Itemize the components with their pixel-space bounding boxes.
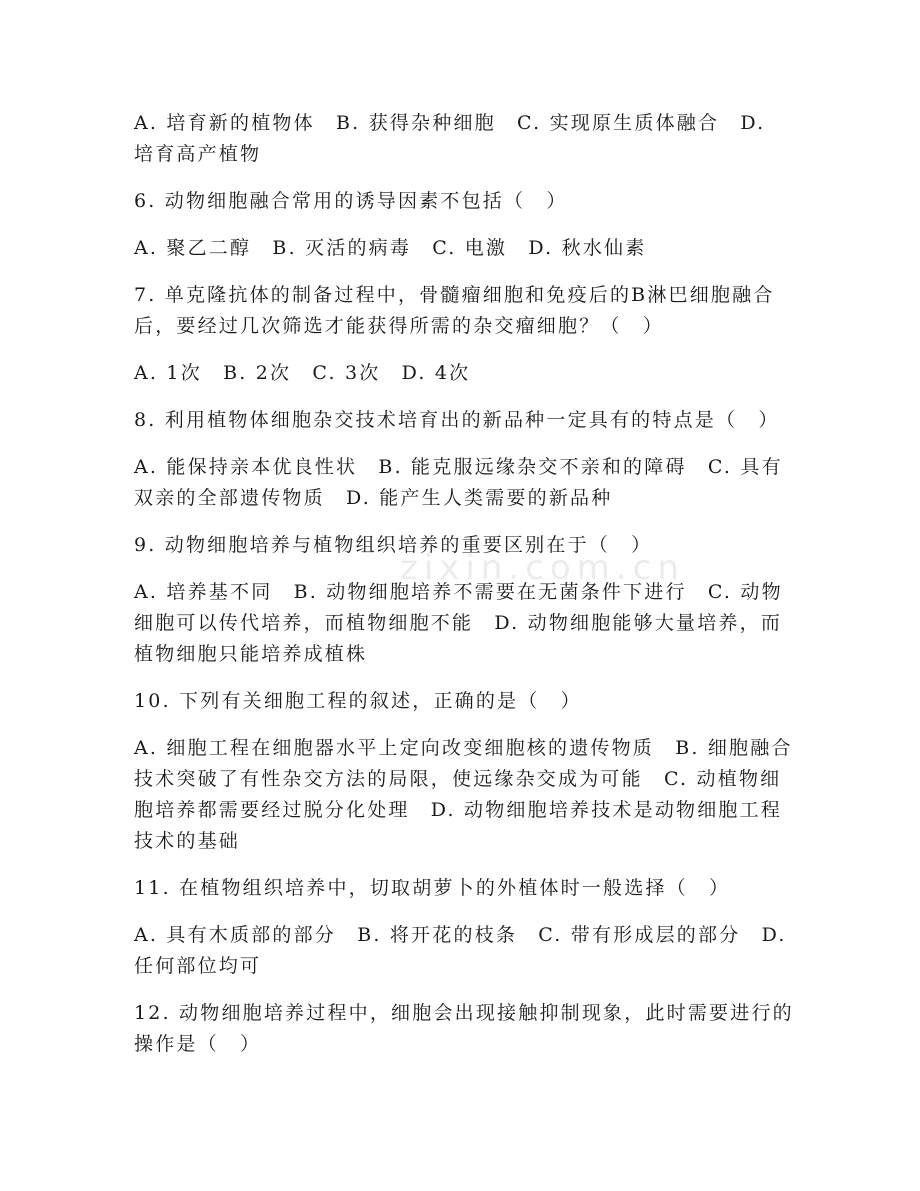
q9-question: 9. 动物细胞培养与植物组织培养的重要区别在于（ ） — [134, 534, 653, 556]
q6-options: A. 聚乙二醇 B. 灭活的病毒 C. 电激 D. 秋水仙素 — [134, 237, 647, 259]
q10-options: A. 细胞工程在细胞器水平上定向改变细胞核的遗传物质 B. 细胞融合技术突破了有性杂交方法的局限，使远缘杂交成为可能 C. 动植物细胞培养都需要经过脱分化处理 D. 动物细胞培养技术是动物细胞工程技术的基础 — [134, 737, 793, 852]
document-page — [134, 108, 794, 1076]
q5-options: A. 培育新的植物体 B. 获得杂种细胞 C. 实现原生质体融合 D. 培育高产植物 — [134, 112, 766, 165]
watermark: zixin.com.cn — [400, 548, 685, 588]
q8-question: 8. 利用植物体细胞杂交技术培育出的新品种一定具有的特点是（ ） — [134, 409, 780, 431]
q11-question: 11. 在植物组织培养中，切取胡萝卜的外植体时一般选择（ ） — [134, 877, 731, 899]
q10-question: 10. 下列有关细胞工程的叙述，正确的是（ ） — [134, 690, 582, 712]
q7-options: A. 1次 B. 2次 C. 3次 D. 4次 — [134, 362, 471, 384]
q7-question: 7. 单克隆抗体的制备过程中，骨髓瘤细胞和免疫后的B淋巴细胞融合后，要经过几次筛选才能获得所需的杂交瘤细胞？（ ） — [134, 284, 775, 337]
q6-question: 6. 动物细胞融合常用的诱导因素不包括（ ） — [134, 190, 568, 212]
q9-options: A. 培养基不同 B. 动物细胞培养不需要在无菌条件下进行 C. 动物细胞可以传代培养，而植物细胞不能 D. 动物细胞能够大量培养，而植物细胞只能培养成植株 — [134, 581, 783, 665]
q8-options: A. 能保持亲本优良性状 B. 能克服远缘杂交不亲和的障碍 C. 具有双亲的全部遗传物质 D. 能产生人类需要的新品种 — [134, 456, 783, 509]
q12-question: 12. 动物细胞培养过程中，细胞会出现接触抑制现象，此时需要进行的操作是（ ） — [134, 1002, 794, 1055]
q11-options: A. 具有木质部的部分 B. 将开花的枝条 C. 带有形成层的部分 D. 任何部位均可 — [134, 924, 787, 977]
